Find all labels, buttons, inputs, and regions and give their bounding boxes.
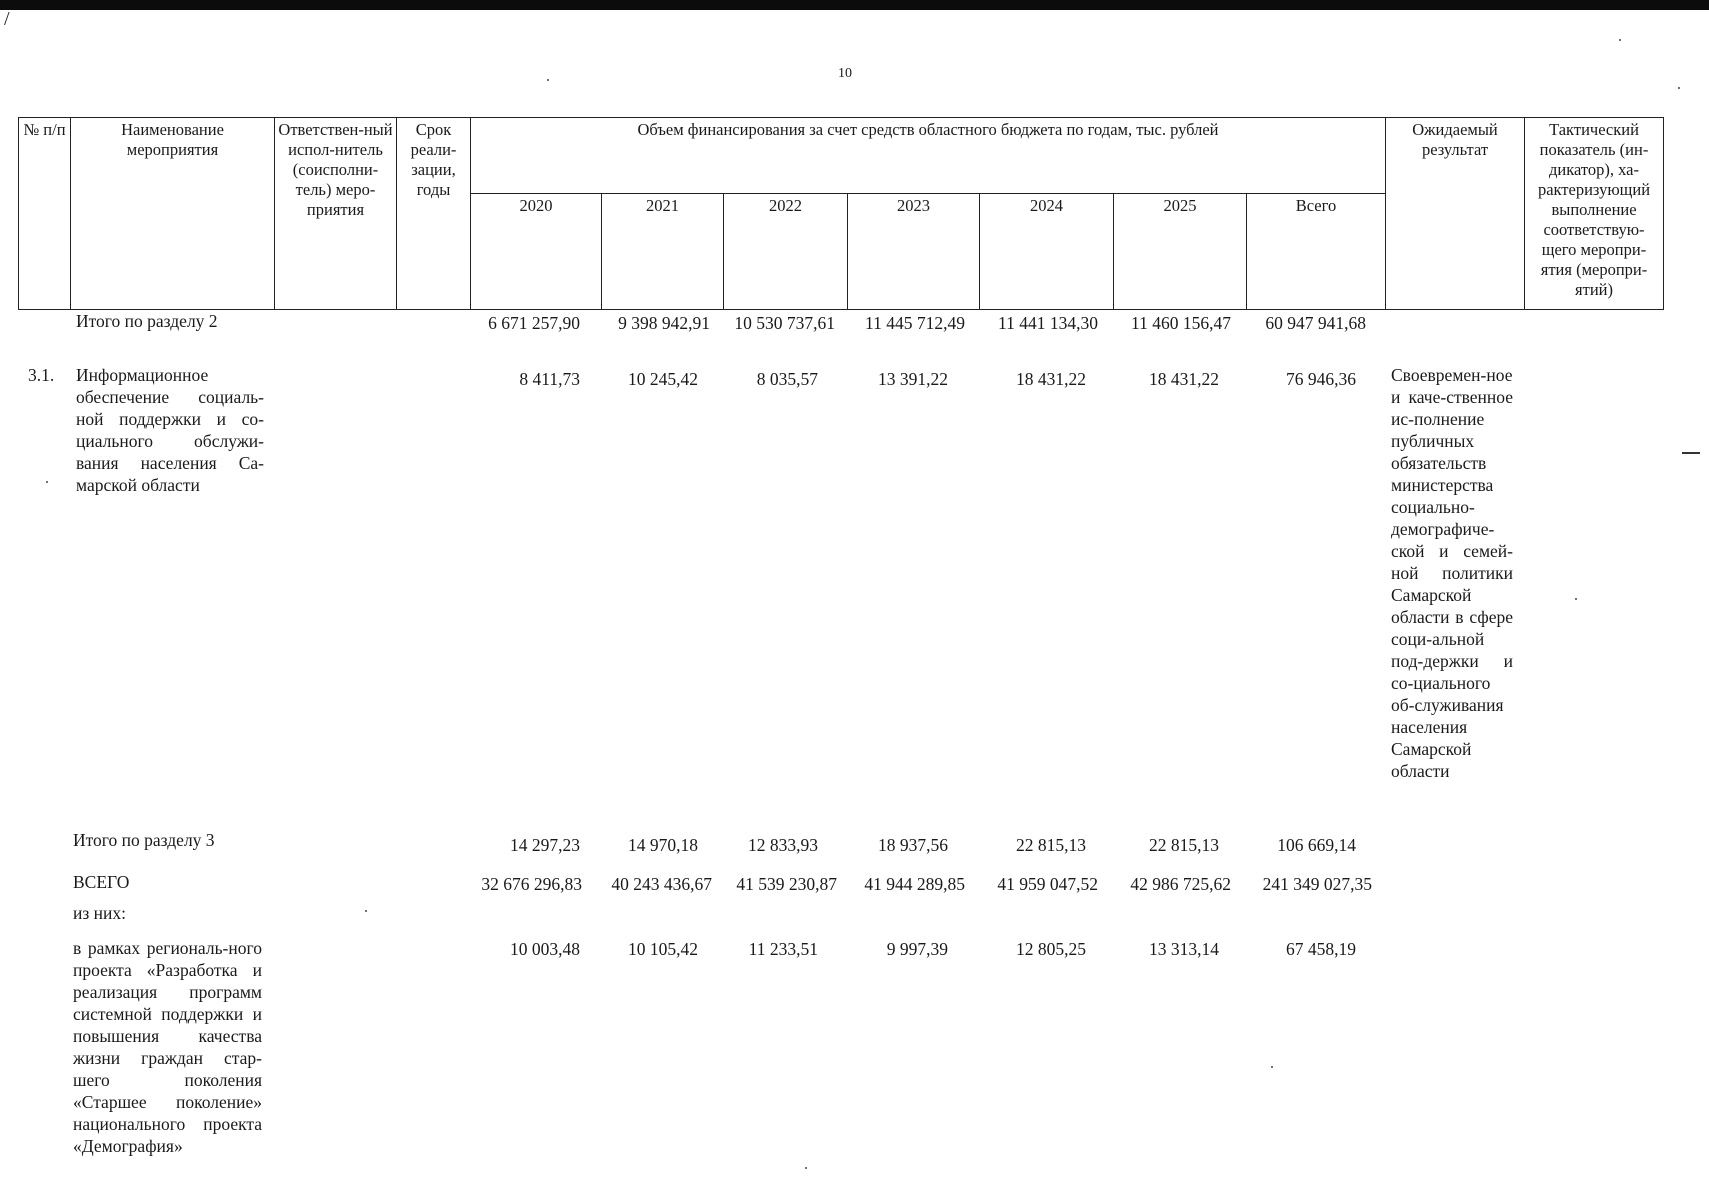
header-year-2020: 2020: [471, 194, 602, 310]
row-label-section-3-total: Итого по разделу 3: [73, 830, 215, 850]
cell-value: 40 243 436,67: [611, 874, 712, 894]
scan-speck: [1271, 1066, 1273, 1068]
scan-speck: [1619, 39, 1621, 41]
cell-value: 13 391,22: [878, 369, 948, 389]
cell-value: 32 676 296,83: [481, 874, 582, 894]
header-result: Ожидаемый результат: [1386, 118, 1525, 310]
row-number-3-1: 3.1.: [28, 365, 55, 385]
header-name: Наименование мероприятия: [71, 118, 275, 310]
cell-value: 106 669,14: [1277, 835, 1356, 855]
cell-value: 11 441 134,30: [998, 313, 1098, 333]
cell-value: 11 460 156,47: [1131, 313, 1231, 333]
cell-value: 10 530 737,61: [734, 313, 835, 333]
header-year-2025: 2025: [1114, 194, 1247, 310]
row-label-grand-total: ВСЕГО: [73, 872, 130, 892]
cell-value: 241 349 027,35: [1262, 874, 1372, 894]
scan-speck: [365, 910, 367, 912]
cell-value: 14 970,18: [628, 835, 698, 855]
header-number: № п/п: [19, 118, 71, 310]
cell-value: 22 815,13: [1016, 835, 1086, 855]
cell-value: 8 411,73: [519, 369, 580, 389]
header-executor: Ответствен-ный испол-нитель (соисполни-тель) меро-приятия: [275, 118, 397, 310]
cell-value: 9 997,39: [886, 939, 948, 959]
cell-value: 41 959 047,52: [997, 874, 1098, 894]
cell-value: 76 946,36: [1286, 369, 1356, 389]
scan-speck: [46, 481, 48, 483]
row-result-3-1: Своевремен-ное и каче-ственное ис-полнение публичных обязательств министерства социально-демографиче-ской и семей-ной политики Самарской области в сфере соци-альной под-держки и со-циального об-служивания населения Самарской области: [1391, 365, 1513, 781]
cell-value: 11 233,51: [748, 939, 818, 959]
header-year-2024: 2024: [980, 194, 1114, 310]
scan-speck: [1678, 87, 1680, 89]
scan-speck: [1575, 598, 1577, 600]
cell-value: 9 398 942,91: [618, 313, 710, 333]
row-label-section-2-total: Итого по разделу 2: [76, 311, 218, 331]
header-year-2022: 2022: [724, 194, 848, 310]
cell-value: 10 245,42: [628, 369, 698, 389]
row-name-regional-project: в рамках региональ-ного проекта «Разработка и реализация программ системной поддержки и повышения качества жизни граждан стар-шего поколения «Старшее поколение» национального проекта «Демография»: [73, 938, 262, 1156]
header-indicator: Тактический показатель (ин-дикатор), ха-рактеризующий выполнение соответствую-щего меропри-ятия (меропри-ятий): [1525, 118, 1664, 310]
scan-top-border: [0, 0, 1709, 10]
cell-value: 18 431,22: [1016, 369, 1086, 389]
cell-value: 12 833,93: [748, 835, 818, 855]
cell-value: 13 313,14: [1149, 939, 1219, 959]
scan-speck: [805, 1167, 807, 1169]
scan-mark-dash: [1682, 452, 1700, 454]
cell-value: 18 431,22: [1149, 369, 1219, 389]
cell-value: 10 105,42: [628, 939, 698, 959]
cell-value: 12 805,25: [1016, 939, 1086, 959]
header-financing: Объем финансирования за счет средств областного бюджета по годам, тыс. рублей: [471, 118, 1386, 194]
header-term: Срок реали-зации, годы: [397, 118, 471, 310]
page-number: 10: [838, 66, 852, 81]
cell-value: 67 458,19: [1286, 939, 1356, 959]
cell-value: 6 671 257,90: [488, 313, 580, 333]
row-label-of-which: из них:: [73, 903, 126, 923]
cell-value: 41 944 289,85: [864, 874, 965, 894]
table-header: [18, 117, 1664, 310]
row-name-3-1: Информационное обеспечение социаль-ной поддержки и со-циального обслужи-вания населения Са-марской области: [76, 365, 264, 495]
scan-speck: [547, 79, 549, 81]
scan-mark: /: [4, 8, 10, 30]
cell-value: 10 003,48: [510, 939, 580, 959]
cell-value: 14 297,23: [510, 835, 580, 855]
cell-value: 42 986 725,62: [1130, 874, 1231, 894]
cell-value: 41 539 230,87: [736, 874, 837, 894]
cell-value: 18 937,56: [878, 835, 948, 855]
header-total: Всего: [1247, 194, 1386, 310]
cell-value: 11 445 712,49: [865, 313, 965, 333]
header-year-2023: 2023: [848, 194, 980, 310]
cell-value: 8 035,57: [756, 369, 818, 389]
header-year-2021: 2021: [602, 194, 724, 310]
cell-value: 22 815,13: [1149, 835, 1219, 855]
cell-value: 60 947 941,68: [1265, 313, 1366, 333]
